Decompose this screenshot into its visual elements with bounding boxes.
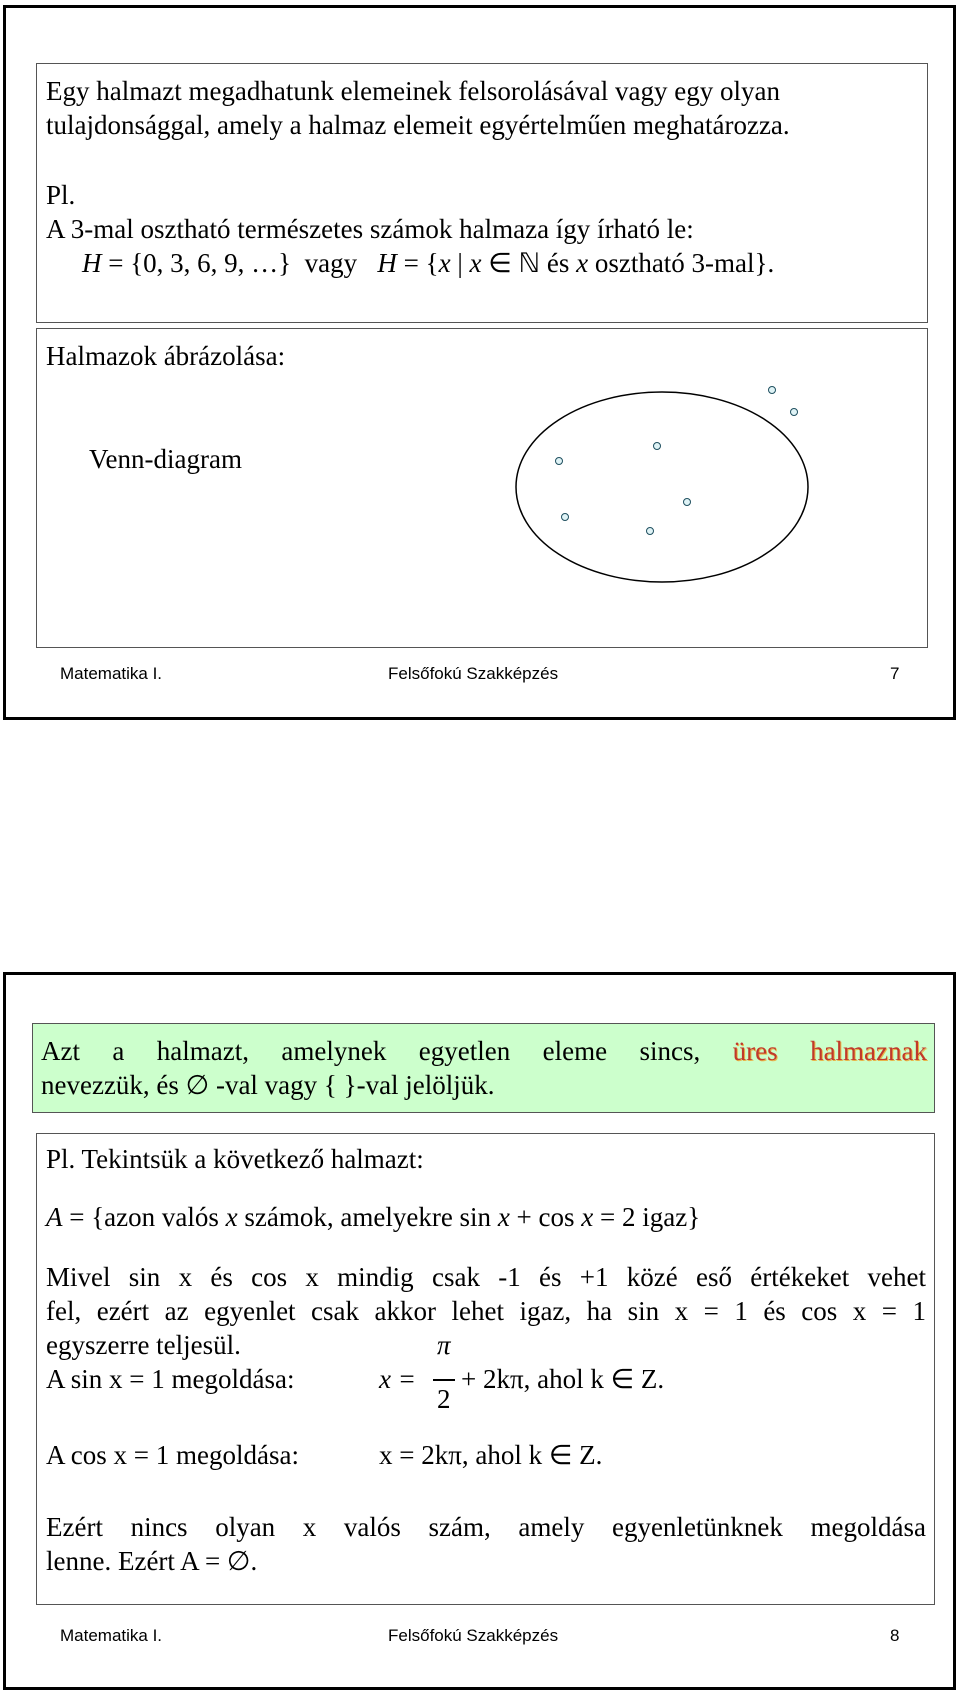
set-var-x-1: x [438,248,451,278]
venn-element-dot [555,457,563,465]
example-label: Pl. [46,180,76,210]
set-var-h-2: H [377,248,397,278]
cos-solution-label: A cos x = 1 megoldása: [46,1440,299,1470]
sin-eq-denominator: 2 [437,1384,451,1414]
set-a-var-x-1: x [225,1202,238,1232]
venn-element-dot [790,408,798,416]
definition-line-1-text: Azt a halmazt, amelynek egyetlen eleme sincs, [41,1036,701,1066]
venn-element-dot [646,527,654,535]
definition-box [32,1023,935,1113]
explanation-paragraph [46,1260,926,1362]
sin-solution-label: A sin x = 1 megoldása: [46,1364,295,1394]
venn-diagram [37,329,929,649]
set-var-h: H [82,248,102,278]
fraction-bar [433,1379,455,1381]
explanation-line-1: Mivel sin x és cos x mindig csak -1 és +1 közé eső értékeket vehet [46,1262,926,1292]
definition-text [41,1034,927,1102]
set-or: vagy [304,248,358,278]
example-box [36,1133,935,1605]
set-builder-open: = { [396,248,439,278]
footer-center: Felsőfokú Szakképzés [388,1626,559,1645]
example-intro: Pl. Tekintsük a következő halmazt: [46,1144,424,1174]
set-bar: | [450,248,470,278]
example-line: A 3-mal osztható természetes számok halmaza így írható le: [46,214,694,244]
set-rest: osztható 3-mal}. [588,248,775,278]
explanation-line-2: fel, ezért az egyenlet csak akkor lehet igaz, ha sin x = 1 és cos x = 1 [46,1296,926,1326]
set-a-part-3: + cos [509,1202,582,1232]
sin-eq-rhs: + 2kπ, ahol k ∈ Z. [461,1364,665,1394]
intro-box [36,63,928,323]
set-notation [82,246,774,280]
venn-set-ellipse [516,392,808,582]
set-var-a: A [46,1202,63,1232]
set-a-definition [46,1200,700,1234]
set-var-x-3: x [576,248,589,278]
footer-left: Matematika I. [60,664,163,683]
set-list: = {0, 3, 6, 9, …} [101,248,292,278]
venn-box [36,328,928,648]
intro-line-1: Egy halmazt megadhatunk elemeinek felsorolásával vagy egy olyan [46,76,780,106]
conclusion-line-2: lenne. Ezért A = ∅. [46,1546,258,1576]
set-a-var-x-2: x [497,1202,510,1232]
conclusion-line-1: Ezért nincs olyan x valós szám, amely egyenletünknek megoldása [46,1512,926,1542]
intro-line-2: tulajdonsággal, amely a halmaz elemeit egyértelműen meghatározza. [46,110,790,140]
set-a-part-1: = {azon valós [62,1202,226,1232]
empty-set-term: üres halmaznak [732,1036,928,1066]
set-a-part-2: számok, amelyekre sin [237,1202,498,1232]
venn-element-dot [653,442,661,450]
definition-line-2: nevezzük, és ∅ -val vagy { }-val jelöljük. [41,1070,495,1100]
page-number: 7 [890,664,900,683]
footer-center: Felsőfokú Szakképzés [388,664,559,683]
slide-7 [3,5,956,720]
sin-eq-lhs: x = [379,1364,416,1394]
set-var-x-2: x [469,248,482,278]
set-in-n: ∈ ℕ és [481,248,577,278]
page-number: 8 [890,1626,900,1645]
definition-line-1 [41,1034,927,1068]
cos-eq: x = 2kπ, ahol k ∈ Z. [379,1440,603,1470]
venn-element-dot [561,513,569,521]
venn-element-dot [683,498,691,506]
venn-label: Venn-diagram [89,444,242,474]
footer-left: Matematika I. [60,1626,163,1645]
explanation-line-3: egyszerre teljesül. [46,1330,241,1360]
set-a-var-x-3: x [581,1202,594,1232]
set-a-part-4: = 2 igaz} [593,1202,701,1232]
conclusion-paragraph [46,1510,926,1578]
sin-eq-pi: π [437,1330,451,1360]
representation-label: Halmazok ábrázolása: [46,341,286,371]
venn-element-dot [768,386,776,394]
slide-8 [3,972,956,1690]
